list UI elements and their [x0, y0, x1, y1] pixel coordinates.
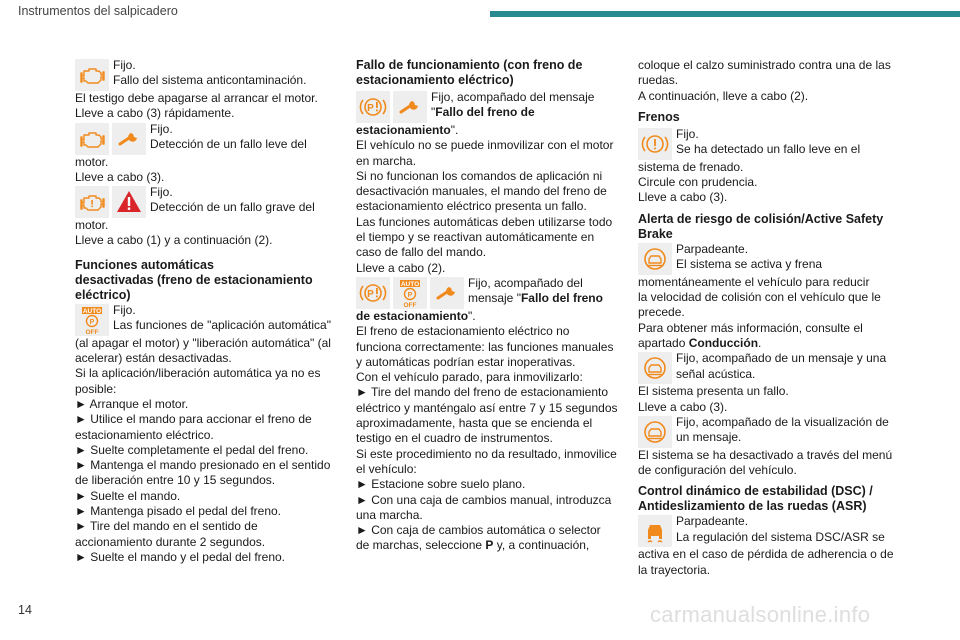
entry-text: Fijo. — [113, 302, 136, 317]
warning-triangle-icon — [112, 186, 146, 218]
step-item: ► Estacione sobre suelo plano. — [356, 477, 526, 492]
step-item: aproximadamente, hasta que se encienda el — [356, 416, 593, 431]
step-item: una marcha. — [356, 507, 423, 522]
entry-text: Si la aplicación/liberación automática ya no es — [75, 366, 321, 381]
page-number: 14 — [18, 603, 32, 617]
engine-icon — [75, 59, 109, 91]
entry-text: precede. — [638, 305, 685, 320]
section-heading: Control dinámico de estabilidad (DSC) / — [638, 484, 873, 499]
entry-text: y automáticas podrían estar inoperativas. — [356, 354, 576, 369]
entry-text: Lleve a cabo (2). — [356, 260, 446, 275]
entry-text: motor. — [75, 218, 109, 233]
entry-text: Detección de un fallo leve del — [150, 136, 307, 151]
entry-text: El sistema se activa y frena — [676, 257, 823, 272]
parking-brake-warning-icon — [356, 277, 390, 309]
entry-text: estacionamiento eléctrico presenta un fallo. — [356, 199, 587, 214]
entry-text: señal acústica. — [676, 366, 756, 381]
step-item: de marchas, seleccione P y, a continuación, — [356, 538, 590, 553]
collision-alert-icon — [638, 416, 672, 448]
entry-text: funciona correctamente: las funciones manuales — [356, 339, 614, 354]
section-heading: Fallo de funcionamiento (con freno de — [356, 58, 583, 72]
warning-entry-brakes — [638, 127, 903, 206]
step-item: estacionamiento eléctrico. — [75, 427, 214, 442]
entry-text: Si no funcionan los comandos de aplicación ni — [356, 168, 603, 183]
entry-text: El sistema presenta un fallo. — [638, 384, 789, 399]
entry-text: el tiempo y se reactivan automáticamente en — [356, 230, 595, 245]
step-item: ► Utilice el mando para accionar el freno de — [75, 412, 312, 427]
entry-text: mensaje "Fallo del freno — [468, 291, 603, 306]
entry-text: "Fallo del freno de — [431, 105, 535, 120]
step-item: ► Arranque el motor. — [75, 396, 189, 411]
entry-text: posible: — [75, 381, 117, 396]
warning-entry-minor-engine-fault — [75, 122, 340, 186]
entry-text: Si este procedimiento no da resultado, inmovilice — [356, 446, 617, 461]
step-item: ► Mantenga pisado el pedal del freno. — [75, 504, 282, 519]
entry-text: Fijo, acompañado del — [468, 275, 583, 290]
warning-entry-collision-fault — [638, 351, 903, 415]
section-heading: Alerta de riesgo de colisión/Active Safety — [638, 211, 884, 226]
entry-text: (al apagar el motor) y "liberación automática" (al — [75, 335, 331, 350]
engine-icon — [75, 123, 109, 155]
wrench-icon — [393, 91, 427, 123]
brake-warning-icon — [638, 128, 672, 160]
step-item: ► Mantenga el mando presionado en el sentido — [75, 458, 331, 473]
entry-text: El freno de estacionamiento eléctrico no — [356, 324, 570, 339]
entry-text: Las funciones automáticas deben utilizarse todo — [356, 214, 613, 229]
entry-text: La regulación del sistema DSC/ASR se — [676, 529, 885, 544]
section-heading: desactivadas (freno de estacionamiento — [75, 272, 313, 287]
entry-text: A continuación, lleve a cabo (2). — [638, 88, 809, 103]
entry-text: momentáneamente el vehículo para reducir — [638, 274, 870, 289]
warning-entry-anti-pollution — [75, 58, 340, 122]
warning-entry-dsc-asr — [638, 514, 903, 578]
entry-text: Lleve a cabo (3) rápidamente. — [75, 106, 235, 121]
entry-text: el vehículo: — [356, 461, 417, 476]
collision-alert-icon — [638, 352, 672, 384]
skid-car-icon — [638, 515, 672, 547]
warning-entry-parking-brake-fault-auto — [356, 276, 621, 554]
column-1 — [75, 58, 340, 565]
entry-text: Para obtener más información, consulte el — [638, 320, 863, 335]
step-item: testigo en el cuadro de instrumentos. — [356, 431, 553, 446]
step-item: ► Suelte el mando. — [75, 488, 181, 503]
warning-entry-collision-flashing — [638, 242, 903, 351]
entry-text: de estacionamiento". — [356, 308, 476, 323]
step-item: accionamiento durante 2 segundos. — [75, 534, 266, 549]
entry-text: El sistema se ha desactivado a través del menú — [638, 447, 893, 462]
entry-text: Fijo, acompañado del mensaje — [431, 90, 595, 104]
entry-text: apartado Conducción. — [638, 335, 762, 350]
step-item: eléctrico y manténgalo así entre 7 y 15 segundos — [356, 400, 618, 415]
entry-text: Parpadeante. — [676, 514, 749, 529]
watermark: carmanualsonline.info — [650, 602, 871, 627]
entry-text: Circule con prudencia. — [638, 175, 758, 190]
entry-text: Parpadeante. — [676, 241, 749, 256]
section-heading: Antideslizamiento de las ruedas (ASR) — [638, 499, 867, 514]
column-2 — [356, 58, 621, 554]
section-heading: eléctrico) — [75, 287, 131, 302]
step-item: ► Tire del mando en el sentido de — [75, 519, 258, 534]
entry-text: la trayectoria. — [638, 562, 711, 577]
section-heading: Frenos — [638, 109, 680, 124]
step-item: ► Con una caja de cambios manual, introduzca — [356, 492, 612, 507]
auto-off-parking-icon — [75, 304, 109, 336]
wrench-icon — [112, 123, 146, 155]
step-item: ► Con caja de cambios automática o selector — [356, 523, 601, 538]
entry-text: Fijo. — [150, 121, 173, 136]
warning-entry-major-engine-fault — [75, 185, 340, 249]
entry-text: Fijo. — [676, 126, 699, 141]
entry-text: motor. — [75, 154, 109, 169]
warning-entry-collision-deactivated — [638, 415, 903, 479]
engine-warning-icon — [75, 186, 109, 218]
entry-text: Detección de un fallo grave del — [150, 200, 315, 215]
entry-text: Fijo. — [113, 58, 136, 72]
entry-text: coloque el calzo suministrado contra una de las — [638, 58, 891, 72]
warning-entry-auto-functions-off — [75, 303, 340, 565]
entry-text: la velocidad de colisión con el vehículo que le — [638, 290, 881, 305]
entry-text: en marcha. — [356, 153, 417, 168]
auto-off-parking-icon — [393, 277, 427, 309]
running-header: Instrumentos del salpicadero — [18, 4, 178, 18]
entry-text: de configuración del vehículo. — [638, 463, 797, 478]
parking-brake-warning-icon — [356, 91, 390, 123]
entry-text: acelerar) están desactivadas. — [75, 351, 232, 366]
entry-text: Lleve a cabo (3). — [638, 399, 728, 414]
collision-alert-icon — [638, 243, 672, 275]
entry-text: Con el vehículo parado, para inmovilizarlo: — [356, 370, 583, 385]
entry-text: Lleve a cabo (1) y a continuación (2). — [75, 233, 273, 248]
step-item: de liberación entre 10 y 15 segundos. — [75, 473, 276, 488]
entry-text: Fijo, acompañado de un mensaje y una — [676, 351, 887, 366]
column-3 — [638, 58, 903, 578]
header-accent-bar — [490, 11, 960, 17]
entry-text: un mensaje. — [676, 430, 742, 445]
step-item: ► Tire del mando del freno de estacionamiento — [356, 385, 609, 400]
entry-text: Se ha detectado un fallo leve en el — [676, 142, 861, 157]
entry-text: activa en el caso de pérdida de adherencia o de — [638, 547, 894, 562]
section-heading: estacionamiento eléctrico) — [356, 73, 514, 87]
entry-text: desactivación manuales, el mando del freno de — [356, 184, 607, 199]
entry-text: El vehículo no se puede inmovilizar con el motor — [356, 138, 614, 153]
entry-text: El testigo debe apagarse al arrancar el motor. — [75, 91, 318, 105]
entry-text: Fallo del sistema anticontaminación. — [113, 73, 307, 88]
entry-text: Lleve a cabo (3). — [75, 169, 165, 184]
warning-entry-parking-brake-fault — [356, 90, 621, 276]
section-heading: Funciones automáticas — [75, 257, 214, 272]
entry-text: Fijo. — [150, 185, 173, 200]
entry-text: Lleve a cabo (3). — [638, 190, 728, 205]
entry-text: Fijo, acompañado de la visualización de — [676, 414, 889, 429]
entry-text: ruedas. — [638, 73, 679, 88]
step-item: ► Suelte el mando y el pedal del freno. — [75, 549, 286, 564]
entry-text: sistema de frenado. — [638, 159, 744, 174]
wrench-icon — [430, 277, 464, 309]
section-heading: Brake — [638, 226, 673, 241]
step-item: ► Suelte completamente el pedal del freno. — [75, 442, 309, 457]
entry-text: Las funciones de "aplicación automática" — [113, 318, 331, 333]
entry-text: estacionamiento". — [356, 123, 459, 137]
entry-text: caso de fallo del mando. — [356, 245, 487, 260]
